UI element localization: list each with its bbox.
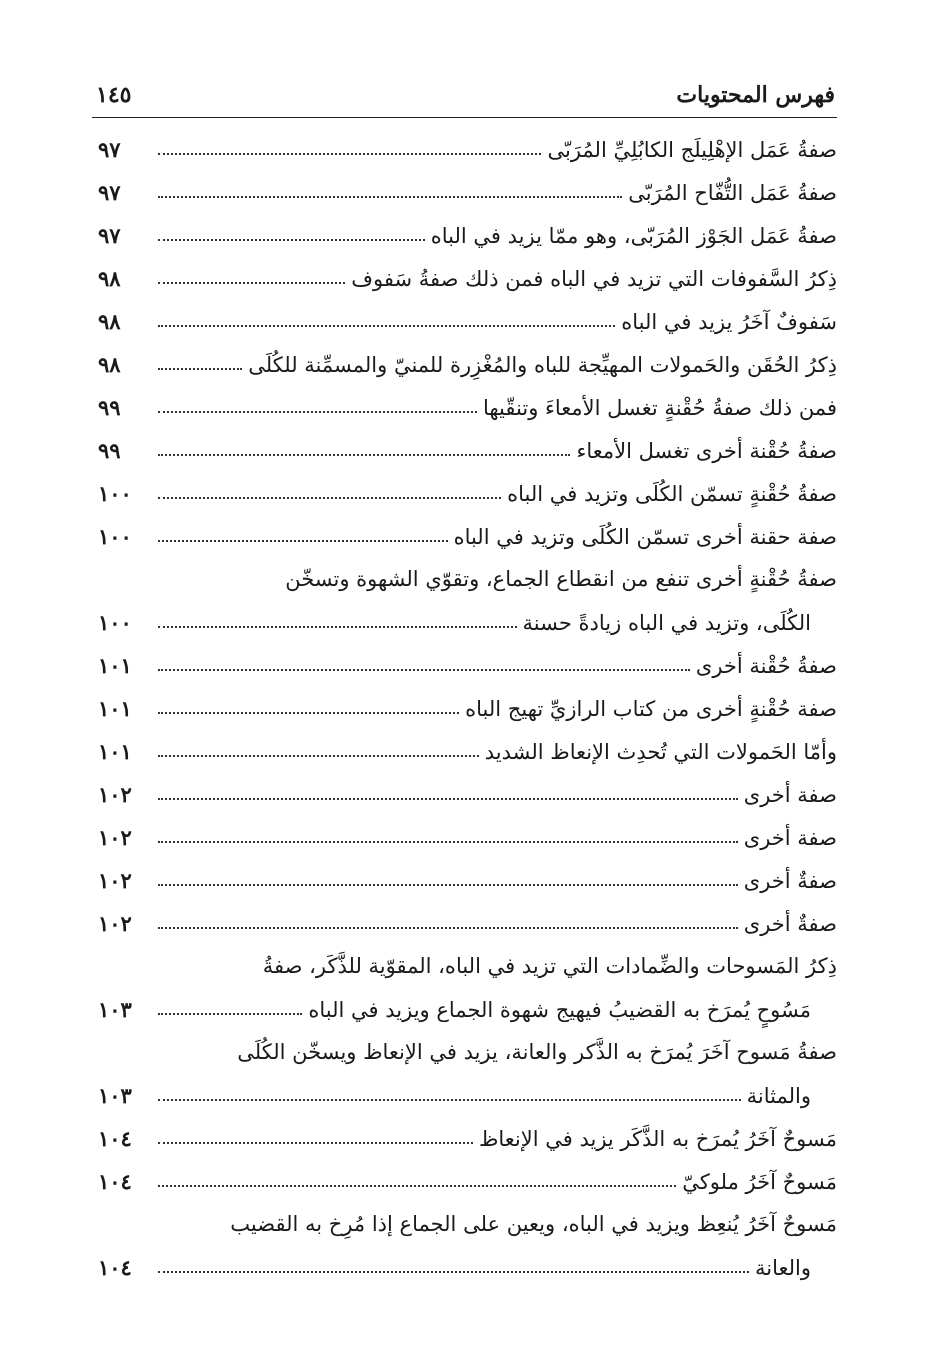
dot-leader xyxy=(158,325,615,327)
toc-entry-title: صفةُ عَمَل الإهْلِيلَج الكابُلِيِّ المُرَبّى xyxy=(547,138,837,162)
toc-entry-title: صفة أخرى xyxy=(743,826,837,850)
toc-entry xyxy=(92,386,837,429)
toc-entry-title: مَسوحٌ آخَرُ يُنعِظ ويزيد في الباه، ويعين على الجماع إذا مُرِخ به القضيب xyxy=(230,1212,837,1236)
toc-entry-page: ١٠١ xyxy=(98,653,132,678)
dot-leader xyxy=(158,368,242,370)
toc-entry-page: ١٠٤ xyxy=(98,1126,132,1151)
toc-entry-page: ٩٩ xyxy=(98,395,121,420)
toc-entry-title: وأمّا الحَمولات التي تُحدِث الإنعاظ الشديد xyxy=(484,740,837,764)
toc-entry xyxy=(92,300,837,343)
toc-entry xyxy=(92,601,837,644)
toc-entry-page: ١٠٢ xyxy=(98,825,132,850)
toc-entry xyxy=(92,988,837,1031)
toc-entry-page: ١٠٣ xyxy=(98,1083,132,1108)
dot-leader xyxy=(158,1142,473,1144)
toc-entry-page: ٩٧ xyxy=(98,180,121,205)
toc-entry xyxy=(92,773,837,816)
toc-entry-page: ٩٨ xyxy=(98,352,121,377)
toc-entry-line xyxy=(92,558,837,601)
toc-entry-title: فمن ذلك صفةُ حُقْنةٍ تغسل الأمعاءَ وتنقّيها xyxy=(482,396,837,420)
toc-entry-line xyxy=(92,1031,837,1074)
dot-leader xyxy=(158,282,345,284)
toc-entry xyxy=(92,1160,837,1203)
toc-entry-page: ٩٧ xyxy=(98,223,121,248)
toc-entry-title: صفةُ عَمَل الجَوْز المُرَبّى، وهو ممّا يزيد في الباه xyxy=(430,224,837,248)
toc-entry-page: ١٠٤ xyxy=(98,1255,132,1280)
toc-entry-title: صفة أخرى xyxy=(743,783,837,807)
page-number: ١٤٥ xyxy=(96,82,132,108)
toc-entry xyxy=(92,343,837,386)
dot-leader xyxy=(158,884,738,886)
toc-entry-title: صفةُ حُقْنة أخرى تغسل الأمعاء xyxy=(576,439,837,463)
toc-entry xyxy=(92,859,837,902)
dot-leader xyxy=(158,841,738,843)
toc-entry xyxy=(92,1246,837,1289)
dot-leader xyxy=(158,497,501,499)
toc-entry-line xyxy=(92,1203,837,1246)
toc-entry-title: مَسوحٌ آخَرُ يُمرَخ به الذَّكَر يزيد في الإنعاظ xyxy=(478,1127,837,1151)
dot-leader xyxy=(158,798,738,800)
toc-entry-page: ١٠٢ xyxy=(98,911,132,936)
toc-entry-title: صفة حُقْنةٍ أخرى من كتاب الرازيِّ تهيج الباه xyxy=(465,697,837,721)
toc-entry-title: مَسوحٌ آخَرُ ملوكيّ xyxy=(682,1170,837,1194)
toc-entry-page: ٩٧ xyxy=(98,137,121,162)
toc-entry xyxy=(92,816,837,859)
running-title: فهرس المحتويات xyxy=(676,82,835,108)
dot-leader xyxy=(158,540,448,542)
toc-entry xyxy=(92,687,837,730)
toc-entry-page: ١٠٠ xyxy=(98,524,132,549)
dot-leader xyxy=(158,626,517,628)
dot-leader xyxy=(158,239,425,241)
toc-entry xyxy=(92,214,837,257)
toc-entry-title: صفةُ حُقْنةٍ تسمّن الكُلَى وتزيد في الباه xyxy=(507,482,837,506)
toc-entry-title: ذِكرُ المَسوحات والضِّمادات التي تزيد في الباه، المقوّية للذَّكَر، صفةُ xyxy=(262,954,837,978)
toc-entry-title: صفة حقنة أخرى تسمّن الكُلَى وتزيد في الباه xyxy=(453,525,837,549)
toc-entry xyxy=(92,644,837,687)
toc-entry-page: ١٠٠ xyxy=(98,481,132,506)
toc-entry-title: صفةٌ أخرى xyxy=(743,912,837,936)
dot-leader xyxy=(158,927,738,929)
toc-entry xyxy=(92,1117,837,1160)
toc-entry xyxy=(92,515,837,558)
dot-leader xyxy=(158,755,479,757)
toc-entry xyxy=(92,902,837,945)
dot-leader xyxy=(158,196,622,198)
toc-entry xyxy=(92,472,837,515)
header-rule xyxy=(92,117,837,118)
page-header xyxy=(92,78,837,116)
toc-entry-page: ١٠٢ xyxy=(98,868,132,893)
dot-leader xyxy=(158,153,541,155)
toc-entry xyxy=(92,128,837,171)
toc-entry-continuation: الكُلَى، وتزيد في الباه زيادةً حسنة xyxy=(522,611,811,635)
toc-entry-continuation: والمثانة xyxy=(746,1084,811,1108)
toc-entry-continuation: مَسُوحٍ يُمرَخ به القضيبُ فيهيج شهوة الجماع ويزيد في الباه xyxy=(308,998,811,1022)
toc-entry-page: ١٠٢ xyxy=(98,782,132,807)
toc-entry-page: ١٠٠ xyxy=(98,610,132,635)
toc-entry xyxy=(92,1074,837,1117)
toc-entry-title: صفةُ عَمَل التُّفّاح المُرَبّى xyxy=(628,181,837,205)
toc-entry-title: صفةُ مَسوح آخَرَ يُمرَخ به الذَّكر والعانة، يزيد في الإنعاظ ويسخّن الكُلَى xyxy=(237,1040,837,1064)
toc-entry-title: سَفوفٌ آخَرُ يزيد في الباه xyxy=(621,310,837,334)
dot-leader xyxy=(158,1185,676,1187)
toc-entry-title: ذِكرُ الحُقَن والحَمولات المهيِّجة للباه والمُغْزِرة للمنيّ والمسمِّنة للكُلَى xyxy=(248,353,837,377)
toc-entry-page: ١٠٣ xyxy=(98,997,132,1022)
dot-leader xyxy=(158,1013,302,1015)
toc-entry-page: ٩٨ xyxy=(98,309,121,334)
dot-leader xyxy=(158,1099,741,1101)
toc-entry-page: ٩٨ xyxy=(98,266,121,291)
dot-leader xyxy=(158,712,459,714)
toc-entry-page: ٩٩ xyxy=(98,438,121,463)
dot-leader xyxy=(158,411,477,413)
toc-entry-page: ١٠١ xyxy=(98,696,132,721)
toc-entry-continuation: والعانة xyxy=(754,1256,811,1280)
toc-entry-title: صفةٌ أخرى xyxy=(743,869,837,893)
toc-entry-page: ١٠٤ xyxy=(98,1169,132,1194)
toc-entry-title: صفةُ حُقْنة أخرى xyxy=(695,654,837,678)
toc-entry-title: صفةُ حُقْنةٍ أخرى تنفع من انقطاع الجماع، وتقوّي الشهوة وتسخّن xyxy=(285,567,837,591)
toc-entry-page: ١٠١ xyxy=(98,739,132,764)
toc-entry xyxy=(92,730,837,773)
toc-entry xyxy=(92,257,837,300)
dot-leader xyxy=(158,454,570,456)
toc-entry xyxy=(92,171,837,214)
dot-leader xyxy=(158,669,690,671)
toc-entry-title: ذِكرُ السَّفوفات التي تزيد في الباه فمن ذلك صفةُ سَفوف xyxy=(351,267,837,291)
toc-entry-line xyxy=(92,945,837,988)
toc-entry xyxy=(92,429,837,472)
dot-leader xyxy=(158,1271,749,1273)
toc-entries xyxy=(92,128,837,1328)
